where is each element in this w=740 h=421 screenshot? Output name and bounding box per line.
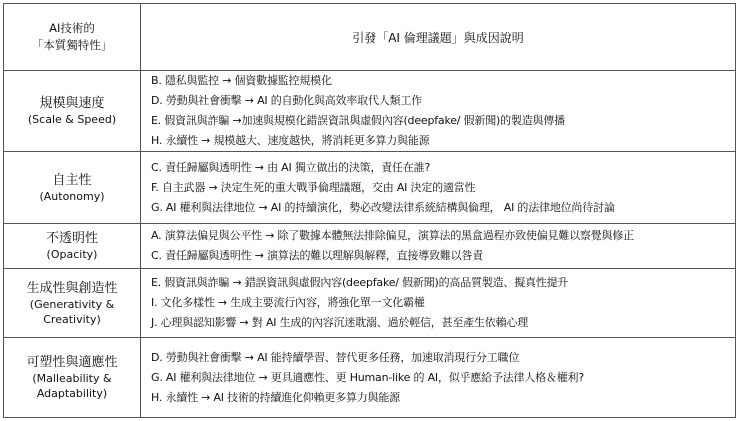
issues-cell: [141, 269, 736, 338]
characteristic-en: (Opacity): [46, 248, 98, 261]
issue-item: H. 永續性 → AI 技術的持續進化仰賴更多算力與能源: [151, 390, 400, 404]
characteristic-zh: 可塑性與適應性: [26, 355, 118, 370]
characteristic-cell: [4, 152, 141, 224]
table-row: [4, 152, 736, 224]
characteristic-zh: 自主性: [52, 172, 92, 188]
issue-item: E. 假資訊與詐騙 → 錯誤資訊與虛假內容(deepfake/ 假新聞)的高品質製造、擬真性提升: [151, 276, 569, 289]
characteristic-cell: [4, 71, 141, 152]
characteristic-cell: [4, 269, 141, 338]
issue-item: I. 文化多樣性 → 生成主要流行內容，將強化單一文化霸權: [151, 296, 425, 309]
issue-item: G. AI 權利與法律地位 → AI 的持續演化，勢必改變法律系統結構與倫理， AI 的法律地位尚待討論: [151, 200, 615, 214]
issue-item: H. 永續性 → 規模越大、速度越快，將消耗更多算力與能源: [151, 134, 430, 147]
issues-cell: [141, 71, 736, 152]
issue-item: C. 責任歸屬與透明性 → 由 AI 獨立做出的決策，責任在誰?: [151, 160, 431, 174]
table-row: [4, 338, 736, 418]
issue-item: E. 假資訊與詐騙 →加速與規模化錯誤資訊與虛假內容(deepfake/ 假新聞)的製造與傳播: [151, 114, 565, 127]
issue-item: B. 隱私與監控 → 個資數據監控規模化: [151, 74, 332, 87]
table-row: [4, 71, 736, 152]
header-left-line1: AI技術的: [49, 21, 95, 35]
issue-item: D. 勞動與社會衝擊 → AI 的自動化與高效率取代人類工作: [151, 94, 422, 107]
characteristic-zh: 規模與速度: [39, 96, 105, 111]
characteristic-en: Creativity): [43, 312, 101, 326]
table-header-row: [4, 4, 736, 71]
header-ethics-issues: 引發「AI 倫理議題」與成因說明: [141, 4, 736, 71]
issues-cell: [141, 338, 736, 418]
header-left-line2: 「本質獨特性」: [31, 38, 113, 52]
characteristic-en: Adaptability): [36, 387, 108, 400]
issue-item: J. 心理與認知影響 → 對 AI 生成的內容沉迷耽溺、過於輕信，甚至產生依賴心理: [151, 316, 529, 329]
characteristic-en: (Scale & Speed): [27, 113, 117, 126]
characteristic-zh: 生成性與創造性: [26, 280, 118, 296]
table-row: [4, 224, 736, 269]
issue-item: F. 自主武器 → 決定生死的重大戰爭倫理議題，交由 AI 決定的適當性: [151, 180, 476, 194]
ai-ethics-table: [3, 3, 736, 418]
characteristic-en: (Malleability &: [32, 372, 112, 385]
issue-item: C. 責任歸屬與透明性 → 演算法的難以理解與解釋，直接導致難以咎責: [151, 249, 484, 262]
characteristic-en: (Generativity &: [29, 297, 115, 311]
issue-item: D. 勞動與社會衝擊 → AI 能持續學習、替代更多任務，加速取消現行分工職位: [151, 350, 520, 364]
issue-item: A. 演算法偏見與公平性 → 除了數據本體無法排除偏見，演算法的黑盒過程亦致使偏見難以察覺與修正: [151, 229, 634, 242]
issue-item: G. AI 權利與法律地位 → 更具適應性、更 Human-like 的 AI，似乎應給予法律人格＆權利?: [151, 370, 584, 384]
characteristic-cell: [4, 338, 141, 418]
characteristic-zh: 不透明性: [45, 231, 98, 246]
issues-cell: [141, 152, 736, 224]
header-characteristic: [4, 4, 141, 71]
issues-cell: [141, 224, 736, 269]
characteristic-cell: [4, 224, 141, 269]
table-row: [4, 269, 736, 338]
characteristic-en: (Autonomy): [39, 189, 105, 203]
